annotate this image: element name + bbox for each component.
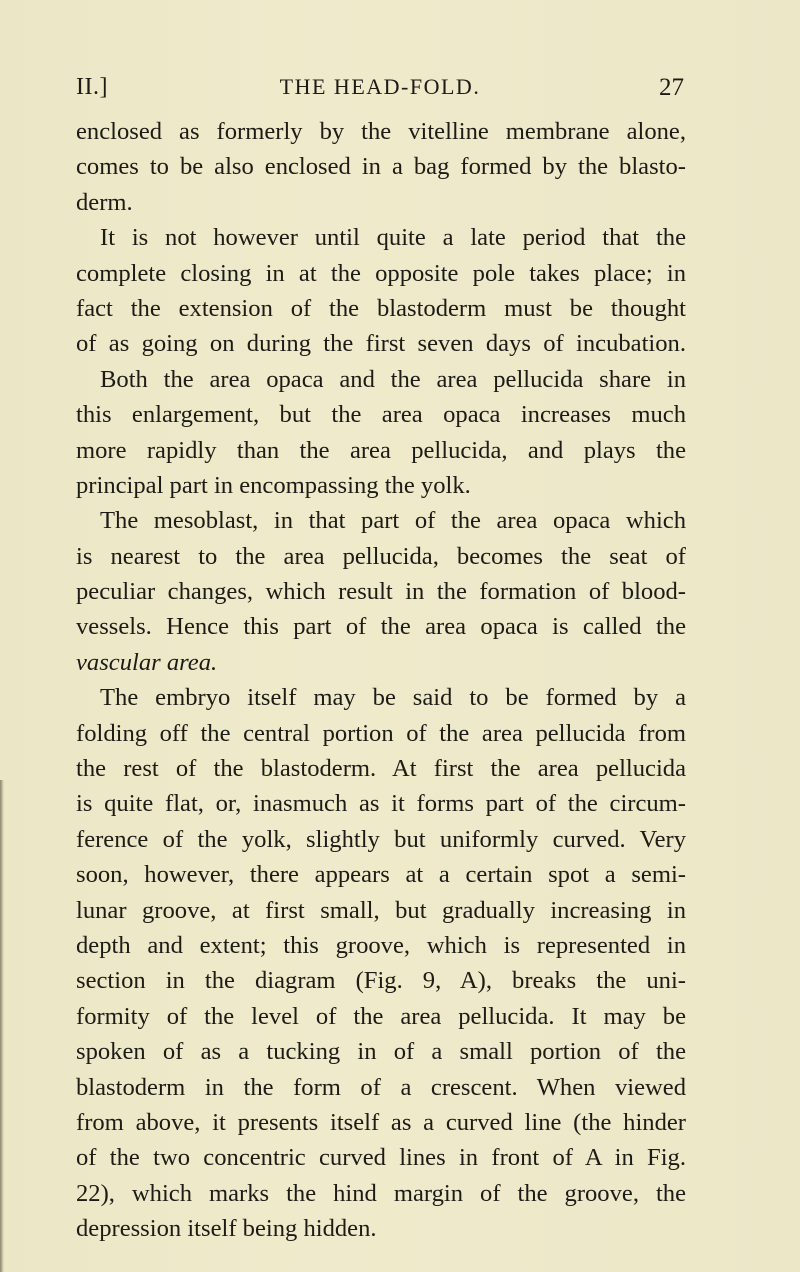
text-line: of as going on during the first seven days of incubation. [76,330,686,358]
text-line: formity of the level of the area pellucida. It may be [76,1002,686,1030]
text-line: of the two concentric curved lines in front of A in Fig. [76,1144,686,1172]
text-line: more rapidly than the area pellucida, and plays the [76,436,686,464]
text-line: ference of the yolk, slightly but uniformly curved. Very [76,825,686,853]
text-line: enclosed as formerly by the vitelline membrane alone, [76,118,686,145]
running-head [76,74,684,110]
page-edge-shadow [0,780,4,1272]
text-line: peculiar changes, which result in the formation of blood- [76,578,686,606]
text-line: from above, it presents itself as a curved line (the hinder [76,1108,686,1136]
text-line: blastoderm in the form of a crescent. When viewed [76,1073,686,1101]
text-line: soon, however, there appears at a certain spot a semi- [76,861,686,889]
text-line: fact the extension of the blastoderm must be thought [76,294,686,322]
text-line: the rest of the blastoderm. At first the area pellucida [76,755,686,783]
text-line: folding off the central portion of the area pellucida from [76,719,686,747]
text-line: derm. [76,188,133,216]
text-line: principal part in encompassing the yolk. [76,471,471,499]
text-line: depression itself being hidden. [76,1215,377,1243]
text-line: lunar groove, at first small, but gradually increasing in [76,896,686,924]
page-number: 27 [659,74,684,101]
running-head-title: THE HEAD-FOLD. [279,74,481,99]
body-text [76,114,686,1247]
text-line: spoken of as a tucking in of a small portion of the [76,1038,686,1066]
text-line: Both the area opaca and the area pellucida share in [100,365,686,393]
text-line: section in the diagram (Fig. 9, A), breaks the uni- [76,967,686,995]
text-line: depth and extent; this groove, which is represented in [76,931,686,959]
text-line: 22), which marks the hind margin of the groove, the [76,1179,686,1207]
text-line: The mesoblast, in that part of the area opaca which [100,507,686,535]
chapter-marker: II.] [76,74,108,100]
text-line: complete closing in at the opposite pole takes place; in [76,259,686,287]
text-line: is nearest to the area pellucida, becomes the seat of [76,542,686,570]
text-line: It is not however until quite a late period that the [100,224,686,252]
text-line: vessels. Hence this part of the area opaca is called the [76,613,686,641]
text-line: vascular area. [76,648,218,676]
text-line: comes to be also enclosed in a bag formed by the blasto- [76,153,686,181]
text-line: The embryo itself may be said to be formed by a [100,684,686,712]
text-line: this enlargement, but the area opaca increases much [76,401,686,429]
text-line: is quite flat, or, inasmuch as it forms part of the circum- [76,790,686,818]
